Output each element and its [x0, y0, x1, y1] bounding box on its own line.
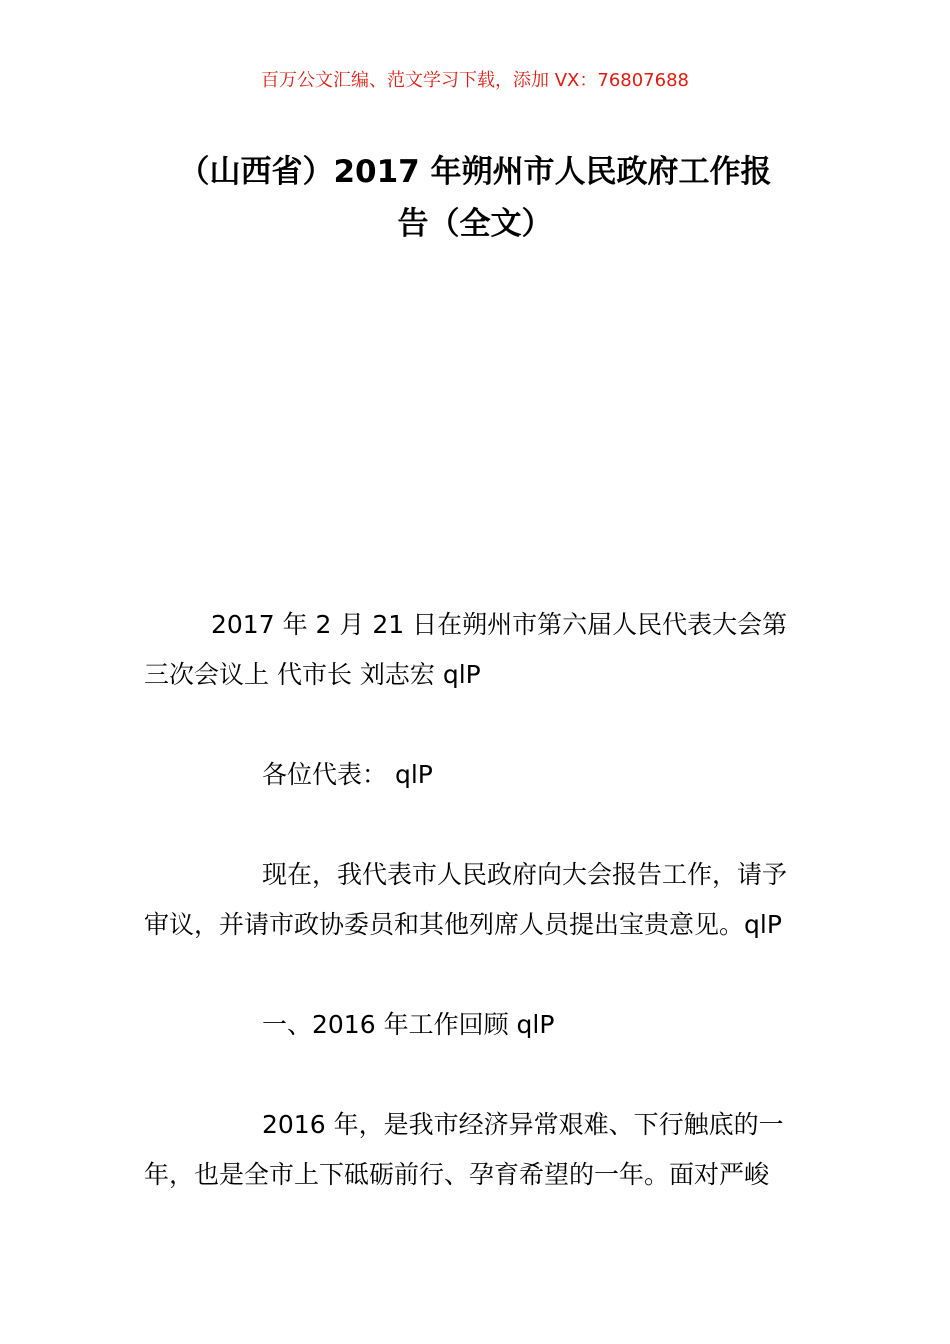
paragraph-intro: [144, 850, 810, 950]
document-title-line-1: （山西省）2017 年朔州市人民政府工作报: [178, 154, 772, 190]
paragraph-salutation: [144, 750, 810, 800]
paragraph-line: 现在，我代表市人民政府向大会报告工作，请予: [262, 860, 788, 889]
paragraph-line: 年，也是全市上下砥砺前行、孕育希望的一年。面对严峻: [144, 1160, 770, 1189]
paragraph-review: [144, 1100, 810, 1200]
paragraph-line: 2017 年 2 月 21 日在朔州市第六届人民代表大会第: [211, 610, 788, 639]
paragraph-line: 一、2016 年工作回顾 qlP: [262, 1010, 555, 1039]
paragraph-line: 各位代表： qlP: [262, 760, 433, 789]
header-banner: 百万公文汇编、范文学习下载，添加 VX：76807688: [261, 70, 689, 91]
paragraph-line: 审议，并请市政协委员和其他列席人员提出宝贵意见。qlP: [144, 910, 782, 939]
document-title: [140, 146, 810, 250]
paragraph-line: 2016 年，是我市经济异常艰难、下行触底的一: [262, 1110, 784, 1139]
section-heading: [144, 1000, 810, 1050]
document-title-line-2: 告（全文）: [397, 206, 553, 242]
paragraph-date-speaker: [144, 600, 810, 700]
paragraph-line: 三次会议上 代市长 刘志宏 qlP: [144, 660, 481, 689]
